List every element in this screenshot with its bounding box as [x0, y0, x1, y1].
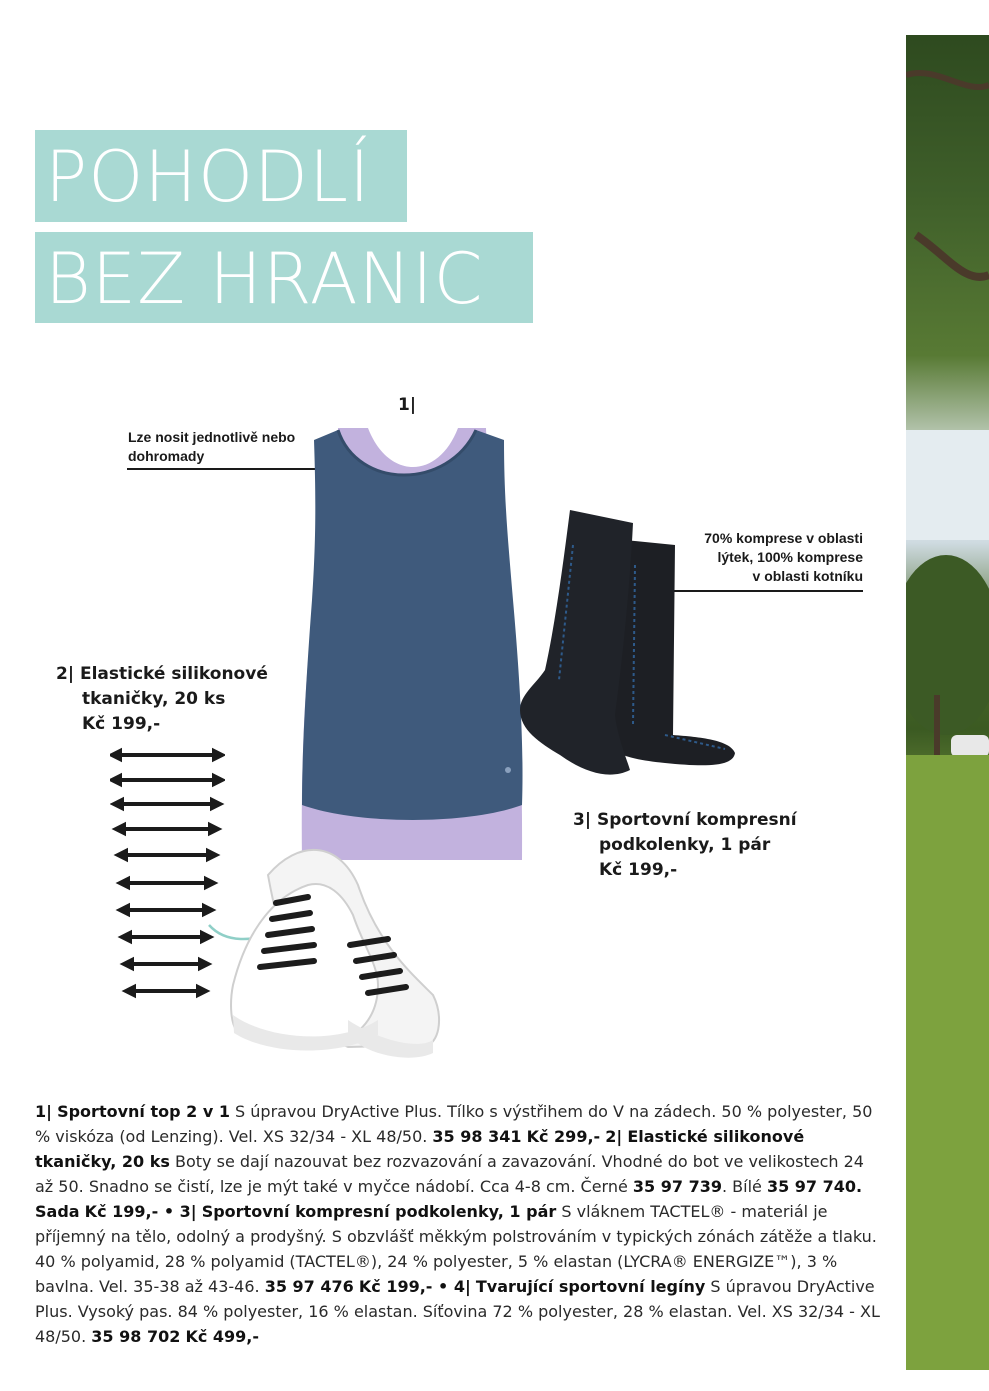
desc-item4-price: Kč 499,- — [185, 1327, 260, 1346]
desc-item3-text: S vláknem TACTEL® - materiál je příjemný na tělo, odolný a prodyšný. S obzvlášť měkkým polstrováním v typických zónách zátěže a tlaku. 40 % polyamid, 28 % polyamid (TACTEL®), 24 % polyester, 5 % elastan (LYCRA® ENERGIZE™), 3 % bavlna. Vel. 35-38 až 43-46. — [35, 1202, 877, 1296]
socks-callout-line-1: 70% komprese v oblasti — [704, 530, 863, 546]
desc-item2-code-white: 35 97 740 — [766, 1177, 857, 1196]
socks-number: 3| — [573, 810, 592, 830]
desc-item4-title: Tvarující sportovní legíny — [475, 1277, 706, 1296]
desc-item3-number: 3| — [179, 1202, 197, 1221]
socks-title — [573, 808, 797, 833]
desc-item4-number: 4| — [453, 1277, 471, 1296]
desc-item2-code-black: 35 97 739 — [632, 1177, 722, 1196]
laces-name-line-1: Elastické silikonové — [79, 664, 268, 684]
socks-callout-line-2: lýtek, 100% komprese — [717, 549, 863, 565]
desc-item1-number: 1| — [35, 1102, 52, 1121]
desc-item1-title: Sportovní top 2 v 1 — [57, 1102, 230, 1121]
laces-number: 2| — [56, 664, 75, 684]
desc-item1-code: 35 98 341 — [432, 1127, 522, 1146]
bullet-separator: • — [432, 1277, 454, 1296]
white-sneakers-image — [228, 835, 443, 1075]
laces-price: Kč 199,- — [82, 714, 161, 734]
socks-price: Kč 199,- — [599, 860, 678, 880]
desc-item2-title: Elastické silikonové tkaničky, 20 ks — [35, 1127, 805, 1171]
desc-item4-text: S úpravou DryActive Plus. Vysoký pas. 84 % polyester, 16 % elastan. Síťovina 72 % polyester, 28 % elastan. Vel. XS 32/34 - XL 48/50. — [35, 1277, 880, 1346]
top-callout-line-2: dohromady — [128, 448, 205, 464]
desc-item1-price: Kč 299,- — [526, 1127, 601, 1146]
laces-title — [56, 662, 268, 687]
desc-item1-text: S úpravou DryActive Plus. Tílko s výstřihem do V na zádech. 50 % polyester, 50 % viskóza (od Lenzing). Vel. XS 32/34 - XL 48/50. — [35, 1102, 873, 1146]
compression-socks-image — [515, 505, 740, 780]
socks-callout-line-3: v oblasti kotníku — [752, 568, 863, 584]
socks-name-line-1: Sportovní kompresní — [596, 810, 797, 830]
desc-item2-number: 2| — [605, 1127, 623, 1146]
desc-item3-price: Kč 199,- — [358, 1277, 433, 1296]
bullet-separator: • — [158, 1202, 180, 1221]
park-photo — [906, 35, 989, 1370]
headline-line-1: POHODLÍ — [35, 130, 407, 222]
desc-item2-white-label: . Bílé — [721, 1177, 767, 1196]
top-callout-line-1: Lze nosit jednotlivě nebo — [128, 429, 296, 445]
desc-item2-set: . Sada — [35, 1177, 863, 1221]
sports-top-image — [298, 420, 526, 870]
desc-item4-code: 35 98 702 — [91, 1327, 181, 1346]
top-callout — [128, 428, 295, 466]
desc-item3-code: 35 97 476 — [264, 1277, 354, 1296]
silicone-laces-image — [110, 745, 225, 1000]
desc-item3-title: Sportovní kompresní podkolenky, 1 pár — [201, 1202, 557, 1221]
laces-name-line-2: tkaničky, 20 ks — [82, 689, 226, 709]
product-description — [35, 1099, 885, 1349]
desc-item2-price: Kč 199,- — [84, 1202, 159, 1221]
socks-name-line-2: podkolenky, 1 pár — [599, 835, 771, 855]
top-number: 1| — [398, 395, 417, 415]
desc-item2-text: Boty se dají nazouvat bez rozvazování a zavazování. Vhodné do bot ve velikostech 24 až 50. Snadno se čistí, lze je mýt také v myčce nádobí. Cca 4-8 cm. Černé — [35, 1152, 864, 1196]
headline-line-2: BEZ HRANIC — [35, 232, 533, 323]
